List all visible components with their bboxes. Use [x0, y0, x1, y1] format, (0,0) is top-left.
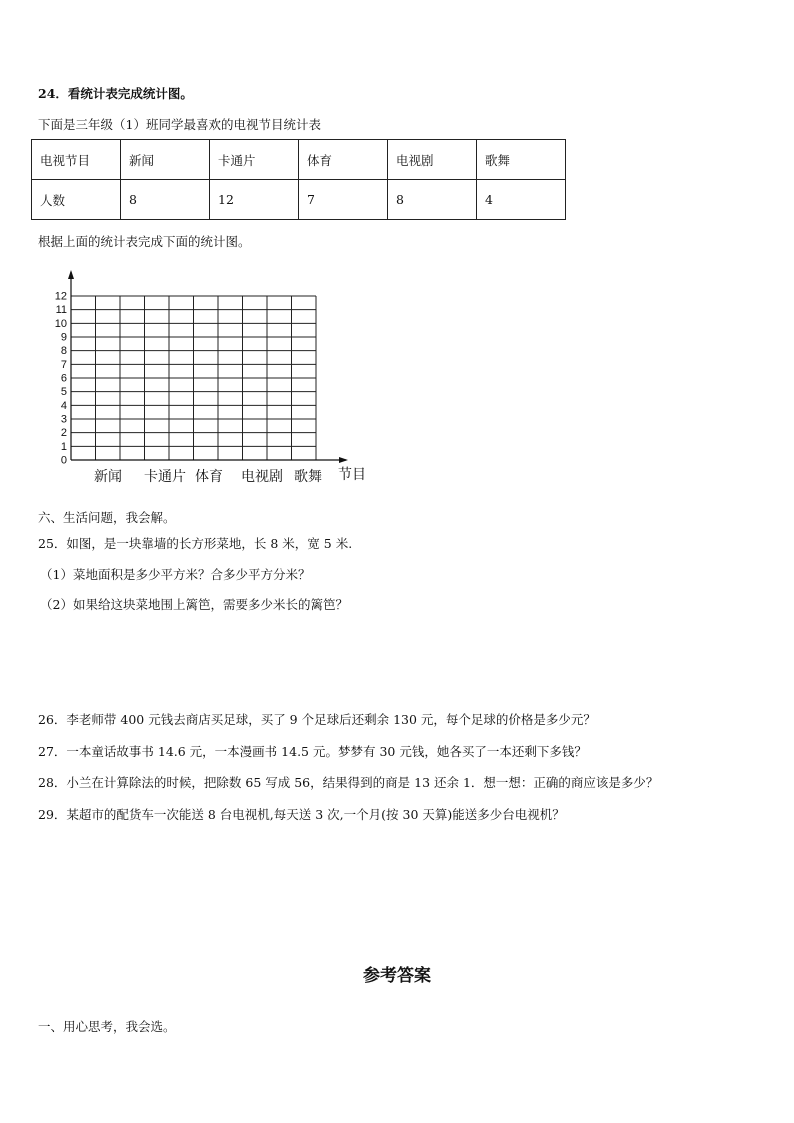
x-axis-arrow-icon: [339, 457, 348, 463]
table-cell: 电视剧: [388, 140, 477, 180]
tv-program-table: [31, 139, 566, 220]
y-tick-label: 6: [60, 372, 67, 385]
q24-title: 24．看统计表完成统计图。: [38, 86, 193, 101]
y-tick-label: 2: [60, 427, 67, 440]
y-tick-label: 8: [60, 345, 67, 358]
table-row: [32, 180, 566, 220]
table-header-row: [32, 140, 566, 180]
q25-sub1: （1）菜地面积是多少平方米？合多少平方分米？: [40, 567, 311, 582]
q25-text: 25．如图，是一块靠墙的长方形菜地，长 8 米，宽 5 米.: [38, 536, 353, 551]
table-cell: 4: [477, 180, 566, 220]
y-tick-label: 1: [60, 440, 67, 453]
table-cell: 8: [121, 180, 210, 220]
q24-instruction: 根据上面的统计表完成下面的统计图。: [38, 234, 251, 249]
y-tick-label: 0: [60, 454, 67, 467]
section6-title: 六、生活问题，我会解。: [38, 510, 176, 525]
y-tick-label: 4: [60, 399, 67, 412]
y-tick-label: 3: [60, 413, 67, 426]
y-tick-label: 7: [60, 358, 67, 371]
x-axis-title: 节目: [338, 467, 366, 483]
answers-title: 参考答案: [363, 966, 431, 986]
y-tick-label: 12: [54, 290, 67, 303]
q29-text: 29．某超市的配货车一次能送 8 台电视机,每天送 3 次,一个月(按 30 天算)能送多少台电视机？: [38, 807, 565, 822]
x-category-label: 电视剧: [241, 469, 283, 485]
table-cell: 8: [388, 180, 477, 220]
y-tick-label: 5: [60, 386, 67, 399]
table-cell: 人数: [32, 180, 121, 220]
table-cell: 体育: [299, 140, 388, 180]
x-category-label: 新闻: [94, 469, 122, 485]
answers-section1: 一、用心思考，我会选。: [38, 1019, 176, 1034]
q24-table-caption: 下面是三年级（1）班同学最喜欢的电视节目统计表: [38, 117, 321, 132]
table-cell: 新闻: [121, 140, 210, 180]
table-cell: 电视节目: [32, 140, 121, 180]
x-category-label: 卡通片: [144, 469, 186, 485]
x-category-label: 体育: [195, 469, 223, 485]
x-category-label: 歌舞: [294, 469, 322, 485]
q27-text: 27．一本童话故事书 14.6 元，一本漫画书 14.5 元。梦梦有 30 元钱，她各买了一本还剩下多钱？: [38, 744, 587, 759]
table-cell: 7: [299, 180, 388, 220]
table-cell: 歌舞: [477, 140, 566, 180]
table-cell: 卡通片: [210, 140, 299, 180]
y-tick-label: 10: [54, 317, 67, 330]
y-tick-label: 11: [55, 304, 67, 317]
y-axis-arrow-icon: [68, 270, 74, 279]
y-tick-label: 9: [60, 331, 67, 344]
q28-text: 28．小兰在计算除法的时候，把除数 65 写成 56，结果得到的商是 13 还余 1．想一想：正确的商应该是多少？: [38, 775, 659, 790]
table-cell: 12: [210, 180, 299, 220]
q26-text: 26．李老师带 400 元钱去商店买足球，买了 9 个足球后还剩余 130 元，每个足球的价格是多少元？: [38, 712, 596, 727]
q25-sub2: （2）如果给这块菜地围上篱笆，需要多少米长的篱笆？: [40, 597, 348, 612]
